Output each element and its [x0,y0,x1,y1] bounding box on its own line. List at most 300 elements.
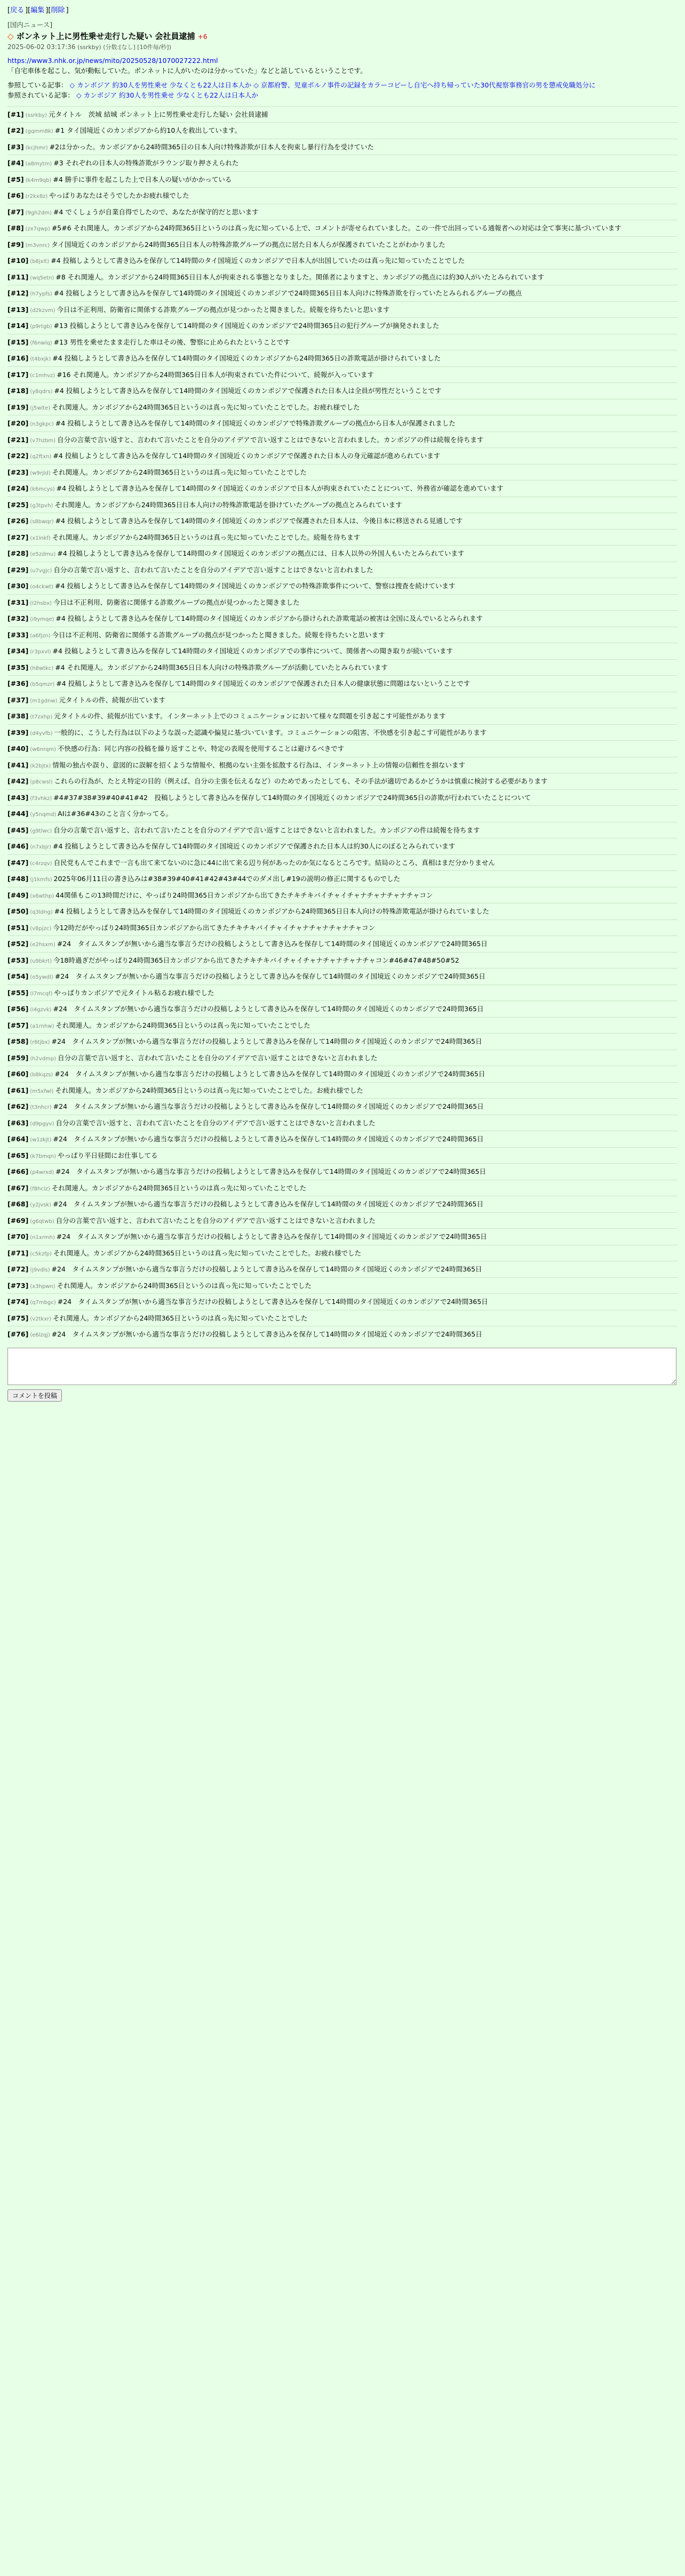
comment-number[interactable]: [#37] [7,695,29,704]
comment-text: #13 男性を乗せたまま走行した車はその後、警察に止められたということです [53,338,290,346]
comment-number[interactable]: [#36] [7,679,29,687]
comment-user-id: (r3pxvl) [30,649,51,655]
comment-user-id: (9gh2dm) [25,210,52,216]
comment-number[interactable]: [#59] [7,1053,29,1062]
comment-user-id: (h8wtkc) [30,665,54,671]
comment-number[interactable]: [#18] [7,387,29,395]
comment-row [7,1066,678,1082]
comment-text: 情報の独占や誤り、意図的に誤解を招くような情報や、根拠のない主張を拡散する行為は、インターネット上の情報の信頼性を損ないます [52,761,465,769]
comment-text: 自分の言葉で言い返すと、言われて言いたことを自分のアイデアで言い返すことはできないと言われました [55,1118,376,1127]
comment-number[interactable]: [#35] [7,663,29,671]
comment-number[interactable]: [#57] [7,1021,29,1029]
comment-row [7,269,678,285]
comment-text: それ関連人。カンボジアから24時間365日というのは真っ先に知っていたことでした。続報を待ちます [52,533,361,541]
comment-number[interactable]: [#12] [7,289,29,297]
comment-row [7,692,678,708]
comment-text: 今18時過ぎだがやっぱり24時間365日カンボジアから出てきたチキチキバイチャイチャナチャナチャナチャコン#46#47#48#50#52 [53,956,459,964]
comment-number[interactable]: [#74] [7,1298,29,1306]
thread-title: ボンネット上に男性乗せ走行した疑い 会社員逮捕 [16,31,195,41]
comment-user-id: (c1mhvz) [30,372,55,379]
comment-number[interactable]: [#56] [7,1005,29,1013]
comment-text: 今日は不正利用、防衛省に関係する詐欺グループの拠点が見つかったと聞きました。続報を待ちたいと思います [57,305,390,314]
comment-row [7,382,678,399]
comment-number[interactable]: [#67] [7,1183,29,1192]
comment-row [7,1115,678,1131]
comment-user-id: (v2tkxr) [30,1316,52,1322]
comment-text: #4 投稿しようとして書き込みを保存して14時間のタイ国境近くのカンボジアでの事件について、関係者への聞き取りが続いています [52,647,453,655]
comment-row [7,415,678,431]
thread-body: 「自宅車体を起こし、気が動転していた。ボンネットに人がいたのは分かっていた」などと話しているということです。 [7,67,367,75]
comment-text: AIは#36#43のこと言く分かってる。 [58,810,173,818]
comment-user-id: (j9vdls) [30,1267,50,1273]
comment-number[interactable]: [#32] [7,614,29,622]
thread-mark-icon: ◇ [7,31,14,41]
comment-row [7,724,678,741]
comment-row [7,952,678,969]
comment-user-id: (p8cwsl) [30,779,53,785]
comment-text: #4 投稿しようとして書き込みを保存して14時間のタイ国境近くのカンボジアで特殊詐欺グループの拠点から日本人が保護されました [55,419,456,427]
comment-number[interactable]: [#25] [7,500,29,509]
comment-number[interactable]: [#40] [7,745,29,753]
comment-row [7,985,678,1001]
comment-user-id: (o5ywdl) [30,974,53,980]
comment-number[interactable]: [#4] [7,159,24,167]
comment-number[interactable]: [#23] [7,468,29,476]
comment-number[interactable]: [#75] [7,1314,29,1322]
comment-user-id: (w9rjld) [30,470,51,476]
comment-text: #4 投稿しようとして書き込みを保存して14時間のタイ国境近くのカンボジアから24時間365日の詐欺電話が掛けられていました [52,354,441,362]
comment-row [7,431,678,448]
comment-text: #4 投稿しようとして書き込みを保存して14時間のタイ国境近くのカンボジアで保護された日本人は約30人にのぼるとみられています [52,842,456,850]
comment-row [7,740,678,757]
comment-text: #4 投稿しようとして書き込みを保存して14時間のタイ国境近くのカンボジアから24時間365日日本人向けの特殊詐欺電話が掛けられていました [54,907,489,915]
edit-link[interactable]: 編集 [30,6,45,14]
comment-text: #4 投稿しようとして書き込みを保存して14時間のタイ国境近くのカンボジアで保護された日本人は全員が男性だということです [54,387,442,395]
comment-user-id: (n1xrmh) [30,1235,55,1241]
comment-row [7,805,678,822]
comment-row [7,122,678,139]
comment-number[interactable]: [#8] [7,224,24,232]
comment-text: それ関連人。カンボジアから24時間365日というのは真っ先に知っていたことでした [53,1314,308,1322]
comment-user-id: (q7mbgc) [30,1300,56,1306]
comment-row [7,789,678,806]
comment-text: 元タイトルの件、続報が出ています [59,695,166,704]
comment-number[interactable]: [#45] [7,826,29,834]
comment-number[interactable]: [#15] [7,338,29,346]
comment-text: #13 投稿しようとして書き込みを保存して14時間のタイ国境近くのカンボジアで24時間365日の犯行グループが摘発されました [53,322,440,330]
comment-text: それ関連人。カンボジアから24時間365日というのは真っ先に知っていたことでした [52,468,307,476]
comment-number[interactable]: [#10] [7,257,29,265]
comment-row [7,106,678,123]
comment-textarea[interactable] [7,1348,676,1385]
comment-row [7,887,678,903]
thread-id-note: (ssrkby) (分数:[なし] [10件毎/秒]) [77,44,171,51]
comment-user-id: (e6lzqj) [30,1332,50,1338]
comment-row [7,317,678,334]
comment-user-id: (j5wlte) [30,405,51,411]
comment-user-id: (o4ckwt) [30,584,53,590]
comment-number[interactable]: [#14] [7,322,29,330]
comment-form [7,1348,678,1402]
comment-row [7,919,678,936]
comment-user-id: (i4gzvk) [30,1007,52,1013]
comment-user-id: (f8hclz) [30,1186,50,1192]
related-articles [7,81,678,101]
comment-user-id: (p4wrxd) [30,1170,54,1175]
comment-text: #4 投稿しようとして書き込みを保存して14時間のタイ国境近くのカンボジアで24時間365日日本人向けに特殊詐欺を行っていたとみられるグループの拠点 [53,289,522,297]
comment-number[interactable]: [#29] [7,565,29,574]
comment-text: #4 でくしょうが自業自得でしたので、あなたが保守的だと思います [53,207,259,216]
comment-user-id: (kcjhmr) [25,145,48,151]
back-link[interactable]: 戻る [10,6,25,14]
comment-row [7,1293,678,1310]
comment-number[interactable]: [#43] [7,793,29,802]
comment-user-id: (gqmm8k) [25,129,53,134]
comment-text: それ関連人。カンボジアから24時間365日というのは真っ先に知っていたことでした。お疲れ様でした [52,403,360,411]
comment-user-id: (zx7qwp) [25,226,50,232]
comment-text: それ関連人。カンボジアから24時間365日というのは真っ先に知っていたことでした [55,1021,310,1029]
comment-text: #4 投稿しようとして書き込みを保存して14時間のタイ国境近くのカンボジアから掛けられた詐欺電話の被害は全国に及んでいるとみられます [55,614,483,622]
comment-text: それ関連人。カンボジアから24時間365日というのは真っ先に知っていたことでした [51,1183,307,1192]
comment-row [7,187,678,204]
comment-number[interactable]: [#6] [7,191,24,199]
comment-user-id: (e2hsxm) [30,942,55,948]
comment-number[interactable]: [#66] [7,1167,29,1175]
comment-user-id: (f3vhkz) [30,795,52,802]
comment-row [7,578,678,594]
comment-text: #4 勝手に事件を起こした上で日本人の疑いがかかっている [53,175,232,183]
related-link-1[interactable]: ◇ カンボジア 約30人を男性乗せ 少なくとも22人は日本人か [69,81,252,89]
comment-user-id: (d4yvfb) [30,730,53,737]
comment-number[interactable]: [#58] [7,1037,29,1045]
comment-user-id: (w6nrqm) [30,747,57,753]
comment-text: 2025年06月11日の書き込みは#38#39#40#41#42#43#44でのダメ出し#19の説明の修正に関するものでした [53,875,401,883]
comment-number[interactable]: [#21] [7,435,29,444]
comment-row [7,1261,678,1277]
comment-user-id: (q2ftxn) [30,454,52,460]
comment-number[interactable]: [#76] [7,1330,29,1338]
comment-user-id: (n7xbjr) [30,844,51,850]
comment-row [7,854,678,871]
comment-number[interactable]: [#19] [7,403,29,411]
thread-category: [国内ニュース] [7,21,53,29]
comment-text: #24 タイムスタンプが無いから適当な事言うだけの投稿しようとして書き込みを保存して14時間のタイ国境近くのカンボジアで24時間365日 [51,1037,482,1045]
comment-row [7,1033,678,1050]
comment-number[interactable]: [#65] [7,1151,29,1159]
comment-number[interactable]: [#1] [7,110,24,118]
comment-row [7,1310,678,1326]
comment-text: #3 それぞれの日本人の特殊詐欺がラウンジ取り押さえられた [53,159,239,167]
comment-number[interactable]: [#5] [7,175,24,183]
comment-row [7,643,678,659]
comment-row [7,1131,678,1147]
comment-number[interactable]: [#7] [7,207,24,216]
comment-text: #5#6 それ関連人。カンボジアから24時間365日というのは真っ先に知っている上で、コメントが寄せられていました。この一件で出回っている通報者への対応は全て事実に基づいています [51,224,622,232]
comment-text: 今12時だがやっぱり24時間365日カンボジアから出てきたチキチキバイチャイチャナチャナチャナチャコン [53,923,376,932]
comment-number[interactable]: [#52] [7,940,29,948]
comment-text: 今日は不正利用、防衛省に関係する詐欺グループの拠点が見つかったと聞きました [53,598,300,606]
comment-text: #1 タイ国境近くのカンボジアから約10人を救出しています。 [54,126,242,134]
comment-text: #4#37#38#39#40#41#42 投稿しようとして書き込みを保存して14時間のタイ国境近くのカンボジアで24時間365日の詐欺が行われていたことについて [53,793,531,802]
comment-number[interactable]: [#38] [7,712,29,720]
top-nav: [戻る ][編集 ][削除 ] [7,6,69,14]
comment-text: #24 タイムスタンプが無いから適当な事言うだけの投稿しようとして書き込みを保存して14時間のタイ国境近くのカンボジアで24時間365日 [51,1330,482,1338]
comment-user-id: (ssrkby) [25,112,47,118]
comment-list [7,106,678,1342]
comment-text: #4 投稿しようとして書き込みを保存して14時間のタイ国境近くのカンボジアで保護された日本人の身元確認が進められています [53,452,441,460]
related-link-2[interactable]: ◇ 京都府警、児童ポルノ事件の記録をカラーコピーし自宅へ持ち帰っていた30代視察事務官の男を懲戒免職処分に [253,81,596,89]
comment-user-id: (a1rnhw) [30,1023,54,1029]
comment-row [7,301,678,318]
comment-number[interactable]: [#47] [7,858,29,867]
comment-user-id: (h7ypfs) [30,291,52,297]
comment-number[interactable]: [#17] [7,370,29,379]
comment-user-id: (v8pjzc) [30,925,52,932]
comment-number[interactable]: [#22] [7,452,29,460]
comment-number[interactable]: [#44] [7,810,29,818]
comment-text: 自民党もんでこれまで一言も出て来てないのに急に44に出て来る辺り何があったのか気になるところです。結局のところ、真相はまだ分かりません [53,858,495,867]
comment-row [7,1098,678,1115]
comment-row [7,399,678,415]
comment-text: #2は分かった。カンボジアから24時間365日の日本人向け特殊詐欺が日本人を拘束し暴行行為を受けていた [49,142,374,151]
comment-number[interactable]: [#51] [7,923,29,932]
comment-number[interactable]: [#68] [7,1200,29,1208]
comment-row [7,1212,678,1229]
comment-row [7,1001,678,1017]
comment-row [7,773,678,789]
comment-text: それ関連人。カンボジアから24時間365日というのは真っ先に知っていたことでした。お疲れ様でした [55,1086,363,1094]
comment-row [7,545,678,562]
comment-row [7,1180,678,1196]
comment-text: #24 タイムスタンプが無いから適当な事言うだけの投稿しようとして書き込みを保存して14時間のタイ国境近くのカンボジアで24時間365日 [54,1070,485,1078]
comment-user-id: (m3vnrc) [25,242,50,249]
comment-user-id: (t7zxhp) [30,714,53,720]
comment-text: 自分の言葉で言い返すと、言われて言いたことを自分のアイデアで言い返すことはできないと言われました [55,1216,376,1225]
comment-text: それ関連人。カンボジアから24時間365日というのは真っ先に知っていたことでした [57,1281,312,1290]
comment-number[interactable]: [#30] [7,582,29,590]
comment-text: やっぱりカンボジアで元タイトル粘るお疲れ様でした [54,988,214,997]
comment-row [7,1017,678,1034]
comment-number[interactable]: [#3] [7,142,24,151]
comment-user-id: (g3tpvh) [30,502,53,509]
comment-text: それ関連人。カンボジアから24時間365日というのは真っ先に知っていたことでした。お疲れ様でした [53,1249,362,1257]
comment-count-badge: +6 [197,33,208,41]
comment-text: 自分の言葉で言い返すと、言われて言いたことを自分のアイデアで言い返すことはできないと言われました。カンボジアの件は続報を待ちます [57,435,484,444]
comment-user-id: (e5zdmu) [30,551,56,557]
comment-user-id: (t3nhcr) [30,1105,52,1110]
related2-prefix: 参照されている記事： [7,91,75,99]
comment-number[interactable]: [#49] [7,891,29,899]
comment-user-id: (r6tjbx) [30,1039,50,1045]
comment-text: #4 それ関連人。カンボジアから24時間365日日本人向けの特殊詐欺グループが活動していたとみられています [55,663,388,671]
comment-text: これらの行為が、たとえ特定の目的（例えば、自分の主張を伝えるなど）のためであったとしても、その手法が適切であるかどうかは慎重に検討する必要があります [54,777,548,785]
comment-user-id: (h2vdmp) [30,1055,57,1062]
comment-row [7,627,678,643]
comment-text: タイ国境近くのカンボジアから24時間365日日本人の特殊詐欺グループの拠点に居た日本人らが保護されていたことがわかりました [51,240,445,249]
comment-text: 一般的に、こうした行為は以下のような誤った認識や偏見に基づいています。コミュニケーションの阻害、不快感を引き起こす可能性があります [54,728,487,737]
comment-row [7,1245,678,1261]
comment-text: #24 タイムスタンプが無いから適当な事言うだけの投稿しようとして書き込みを保存して14時間のタイ国境近くのカンボジアで24時間365日 [55,1167,487,1175]
comment-number[interactable]: [#41] [7,761,29,769]
delete-link[interactable]: 削除 [51,6,65,14]
comment-user-id: (g6qtwb) [30,1218,54,1225]
comment-number[interactable]: [#55] [7,988,29,997]
comment-number[interactable]: [#28] [7,549,29,557]
thread-title-line [7,30,678,42]
comment-number[interactable]: [#62] [7,1102,29,1110]
comment-row [7,838,678,854]
comment-number[interactable]: [#46] [7,842,29,850]
comment-text: #24 タイムスタンプが無いから適当な事言うだけの投稿しようとして書き込みを保存して14時間のタイ国境近くのカンボジアで24時間365日 [57,1298,488,1306]
comment-row [7,708,678,724]
comment-text: 自分の言葉で言い返すと、言われて言いたことを自分のアイデアで言い返すことはできないと言われました [53,565,373,574]
comment-user-id: (y8qdrs) [30,389,53,395]
comment-number[interactable]: [#69] [7,1216,29,1225]
comment-user-id: (k6mcys) [30,486,55,492]
comment-number[interactable]: [#42] [7,777,29,785]
comment-number[interactable]: [#64] [7,1135,29,1143]
comment-row [7,822,678,838]
comment-number[interactable]: [#33] [7,630,29,639]
comment-number[interactable]: [#34] [7,647,29,655]
comment-number[interactable]: [#54] [7,972,29,980]
comment-text: #24 タイムスタンプが無いから適当な事言うだけの投稿しようとして書き込みを保存して14時間のタイ国境近くのカンボジアで24時間365日 [57,940,488,948]
comment-row [7,529,678,546]
comment-row [7,252,678,269]
comment-number[interactable]: [#31] [7,598,29,606]
comment-user-id: (y2jvsk) [30,1202,52,1208]
comment-text: #4 投稿しようとして書き込みを保存して14時間のタイ国境近くのカンボジアで保護された日本人は、今後日本に移送される見通しです [55,517,463,525]
comment-number[interactable]: [#27] [7,533,29,541]
comment-row [7,594,678,611]
comment-number[interactable]: [#70] [7,1233,29,1241]
comment-number[interactable]: [#16] [7,354,29,362]
comment-text: #24 タイムスタンプが無いから適当な事言うだけの投稿しようとして書き込みを保存して14時間のタイ国境近くのカンボジアで24時間365日 [53,1200,484,1208]
comment-text: #4 投稿しようとして書き込みを保存して14時間のタイ国境近くのカンボジアで日本人が出国していたのは真っ先に知っていたことでした [51,257,465,265]
comment-user-id: (i9ymqe) [30,617,54,622]
comment-text: #8 それ関連人。カンボジアから24時間365日日本人が拘束される事態となりました。関係者によりますと、カンボジアの拠点には約30人がいたとみられています [55,273,544,281]
comment-number[interactable]: [#26] [7,517,29,525]
comment-user-id: (c5kzfp) [30,1251,52,1257]
comment-text: 不快感の行為：同じ内容の投稿を繰り返すことや、特定の表現を使用することは避けるべきです [58,745,345,753]
comment-user-id: (r2kx8z) [25,194,48,199]
comment-row [7,1326,678,1342]
comment-text: #4 投稿しようとして書き込みを保存して14時間のタイ国境近くのカンボジアの拠点には、日本人以外の外国人もいたとみられています [57,549,465,557]
comment-row [7,870,678,887]
source-url-link[interactable]: https://www3.nhk.or.jp/news/mito/20250528/1070027222.html [7,57,218,65]
comment-row [7,285,678,301]
comment-user-id: (v7hzbm) [30,437,56,444]
comment-row [7,236,678,253]
comment-row [7,171,678,188]
comment-number[interactable]: [#53] [7,956,29,964]
comment-number[interactable]: [#73] [7,1281,29,1290]
comment-text: #24 タイムスタンプが無いから適当な事言うだけの投稿しようとして書き込みを保存して14時間のタイ国境近くのカンボジアで24時間365日 [53,1102,484,1110]
comment-row [7,334,678,350]
comment-row [7,1277,678,1294]
comment-number[interactable]: [#61] [7,1086,29,1094]
comment-number[interactable]: [#11] [7,273,29,281]
comment-user-id: (y5nqmd) [30,812,57,818]
comment-user-id: (t4bxjk) [30,356,51,362]
comment-row [7,366,678,383]
comment-text: #24 タイムスタンプが無いから適当な事言うだけの投稿しようとして書き込みを保存して14時間のタイ国境近くのカンボジアで24時間365日 [56,1233,487,1241]
comment-user-id: (s8bwqr) [30,519,54,525]
comment-number[interactable]: [#50] [7,907,29,915]
comment-number[interactable]: [#72] [7,1265,29,1273]
comment-row [7,562,678,578]
comment-row [7,968,678,985]
comment-text: #24 タイムスタンプが無いから適当な事言うだけの投稿しようとして書き込みを保存して14時間のタイ国境近くのカンボジアで24時間365日 [53,1005,484,1013]
comment-user-id: (u7vgjc) [30,567,52,574]
comment-user-id: (n3gkpc) [30,421,54,427]
thread-date: 2025-06-02 03:17:36 [7,43,76,51]
comment-row [7,447,678,464]
comment-row [7,480,678,497]
comment-text: 元タイトルの件、続報が出ています。インターネット上でのコミュニケーションにおいて様々な問題を引き起こす可能性があります [54,712,446,720]
related2-link[interactable]: ◇ カンボジア 約30人を男性乗せ 少なくとも22人は日本人か [76,91,258,99]
comment-user-id: (wq5etn) [30,275,54,281]
comment-text: やっぱりあなたはそうでしたかお疲れ様でした [49,191,189,199]
comment-number[interactable]: [#24] [7,484,29,492]
comment-user-id: (f6nwlq) [30,340,52,346]
comment-row [7,350,678,366]
comment-row [7,757,678,773]
comment-row [7,1228,678,1245]
comment-row [7,935,678,952]
comment-user-id: (d9pgyv) [30,1121,54,1127]
thread-meta [7,43,678,51]
comment-row [7,1082,678,1099]
comment-user-id: (x3hpwn) [30,1283,55,1290]
comment-row [7,220,678,236]
comment-row [7,1163,678,1180]
comment-number[interactable]: [#63] [7,1118,29,1127]
comment-text: やっぱり平日昼間にお仕事してる [58,1151,158,1159]
comment-number[interactable]: [#13] [7,305,29,314]
comment-number[interactable]: [#20] [7,419,29,427]
comment-text: #4 投稿しようとして書き込みを保存して14時間のタイ国境近くのカンボジアで保護された日本人の健康状態に問題はないということです [56,679,471,687]
comment-number[interactable]: [#39] [7,728,29,737]
comment-row [7,497,678,513]
comment-text: 今日は不正利用、防衛省に関係する詐欺グループの拠点が見つかったと聞きました。続報を待ちたいと思います [52,630,385,639]
comment-number[interactable]: [#60] [7,1070,29,1078]
related-prefix: 参照している記事： [7,81,68,89]
submit-comment-button[interactable]: コメントを投稿 [7,1389,62,1402]
comment-number[interactable]: [#2] [7,126,24,134]
comment-user-id: (b8kqzs) [30,1072,53,1078]
comment-text: #16 それ関連人。カンボジアから24時間365日日本人が拘束されていた件について、続報が入っています [57,370,374,379]
comment-user-id: (k2bjtx) [30,763,51,769]
comment-row [7,1147,678,1164]
comment-row [7,610,678,627]
comment-user-id: (a6fjzn) [30,633,51,639]
comment-row [7,204,678,220]
comment-number[interactable]: [#71] [7,1249,29,1257]
comment-row [7,139,678,155]
comment-user-id: (a8mytm) [25,161,52,167]
comment-user-id: (d2kzvm) [30,307,55,314]
comment-text: #4 投稿しようとして書き込みを保存して14時間のタイ国境近くのカンボジアで日本人が拘束されていたことについて、外務省が確認を進めています [56,484,504,492]
comment-user-id: (l7mcqf) [30,990,53,997]
comment-text: #24 タイムスタンプが無いから適当な事言うだけの投稿しようとして書き込みを保存して14時間のタイ国境近くのカンボジアで24時間365日 [51,1265,482,1273]
comment-number[interactable]: [#9] [7,240,24,249]
comment-text: それ関連人。カンボジアから24時間365日日本人向けの特殊詐欺電話を掛けていたグループの拠点とみられています [54,500,402,509]
comment-user-id: (m1gdnw) [30,698,58,704]
comment-user-id: (k4m9qb) [25,177,52,183]
comment-number[interactable]: [#48] [7,875,29,883]
comment-user-id: (x6wthp) [30,893,54,899]
